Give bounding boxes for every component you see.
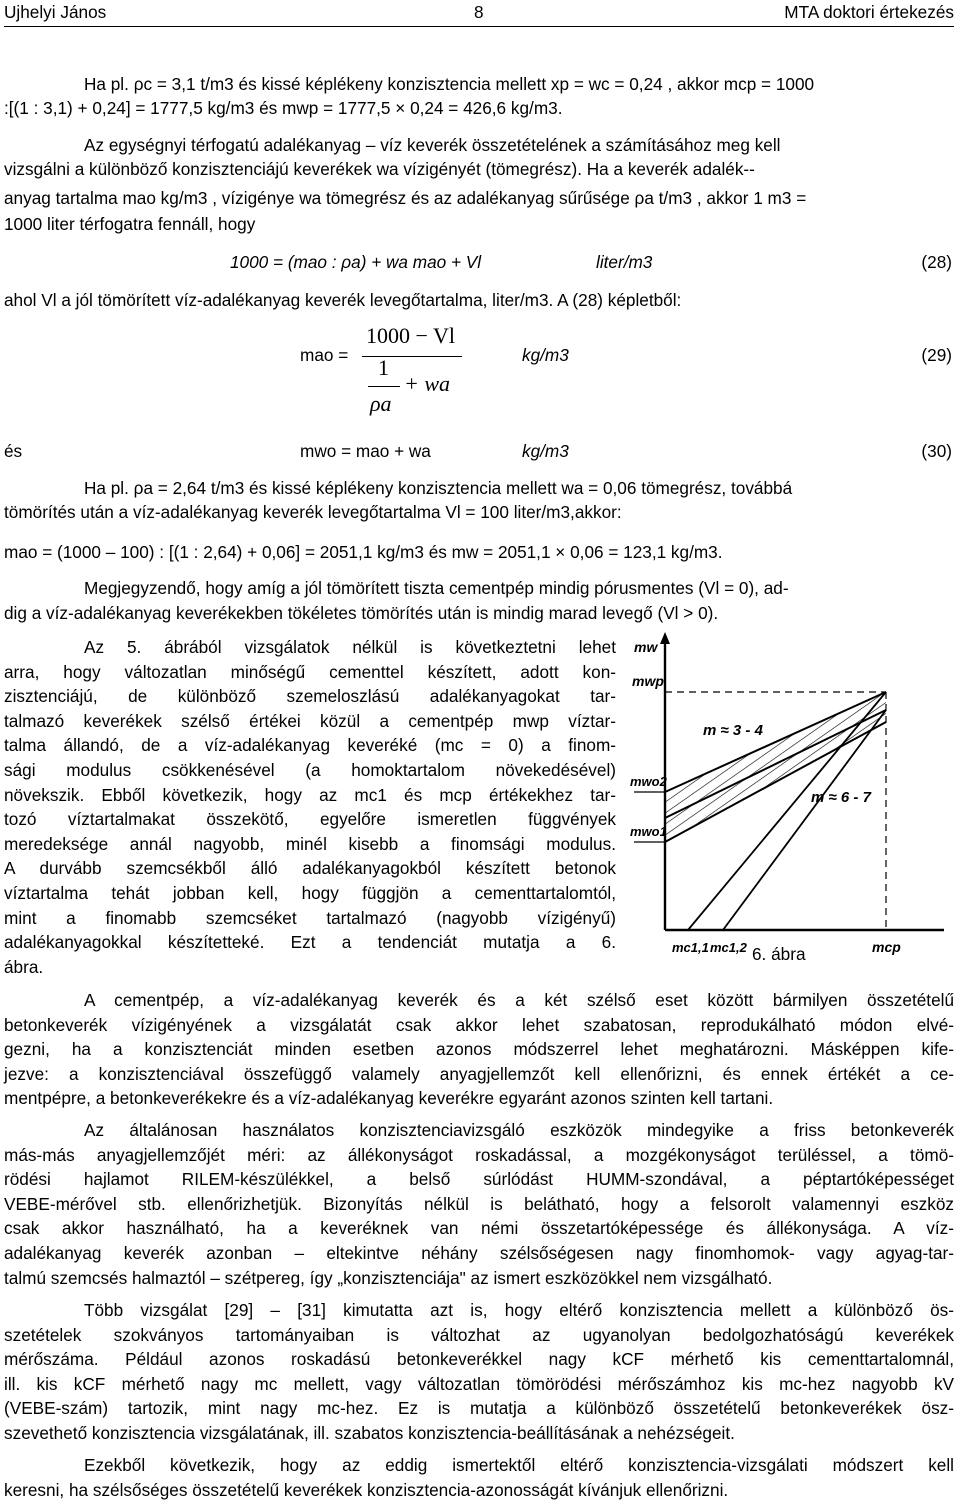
- p9-paragraph: [4, 1298, 954, 1446]
- p6-line-3: zisztenciájú, de különböző szemeloszlású adalékanyagokat tar-: [4, 686, 616, 707]
- p5-line-2: dig a víz-adalékanyag keverékekben tökéletes tömörítés után is mindig marad levegő (Vl > 0).: [4, 603, 719, 623]
- x-label-cp: mcp: [872, 939, 901, 955]
- p6-paragraph: [4, 635, 616, 979]
- p6-line-12: mint a finomabb szemcséket tartalmazó (nagyobb vízigényű): [4, 907, 616, 928]
- p6-line-9: meredeksége annál nagyobb, minél kisebb a finomsági modulus.: [4, 833, 616, 854]
- eq30-prefix: és: [4, 441, 23, 461]
- eq29-lhs: mao =: [300, 345, 349, 365]
- p9-line-1: Több vizsgálat [29] – [31] kimutatta azt is, hogy eltérő konzisztencia mellett a különböző ös-: [84, 1300, 954, 1320]
- eq29-inner-numerator: 1: [378, 355, 389, 380]
- eq30-number: (30): [921, 441, 952, 461]
- p8-line-2: más-más anyagjellemzőjét méri: az állékonyságot roskadással, a mozgékonyságot terüléssel, a tömö-: [4, 1144, 954, 1165]
- label-m-6-7: m ≈ 6 - 7: [811, 789, 871, 806]
- p3-line-1: ahol Vl a jól tömörített víz-adalékanyag keverék levegőtartalma, liter/m3. A (28) képletből:: [4, 290, 682, 310]
- header-page-number: 8: [474, 2, 484, 22]
- p8-line-1: Az általánosan használatos konzisztenciavizsgáló eszközök mindegyike a friss betonkeverék: [84, 1120, 954, 1140]
- p6-line-7: növekszik. Ebből következik, hogy az mc1 és mcp értékekhez tar-: [4, 784, 616, 805]
- p5-line-1: Megjegyzendő, hogy amíg a jól tömörített tiszta cementpép mindig pórusmentes (Vl = 0), ad-: [84, 578, 789, 598]
- p6-line-4: talmazó keverékek szélső értékei közül a cementpép mwp víztar-: [4, 710, 616, 731]
- eq29-numerator: 1000 − Vl: [366, 323, 456, 348]
- p6-line-8: tozó víztartalmakat összekötő, egyelőre ismeretlen függvények: [4, 809, 616, 830]
- p9-line-3: mérőszáma. Például azonos roskadású betonkeverékkel nagy kCF mérhető kis cementtartalomnál,: [4, 1349, 954, 1370]
- p7-paragraph: [4, 988, 954, 1111]
- p8-line-6: adalékanyag keverék azonban – eltekintve néhány szélsőségesen nagy finomhomok- vagy agyag-tar-: [4, 1242, 954, 1263]
- label-mwo2: mwo2: [630, 774, 667, 789]
- x-label-c1-1: mc1,1: [672, 940, 709, 955]
- p9-line-5: (VEBE-szám) tartozik, mint nagy mc-hez. Ez is mutatja a különböző összetételű betonkeverékek ösz-: [4, 1398, 954, 1419]
- p7-line-4: jezve: a konzisztenciával összefüggő valamely anyagjellemzőt kell ellenőrizni, és ennek értékét a ce-: [4, 1063, 954, 1084]
- p8-line-7: talmú szemcsés halmaztól – szétpereg, így „konzisztenciája" az ismert eszközökkel nem vizsgálható.: [4, 1267, 773, 1288]
- p9-line-2: szetételek szokványos tartományaiban is változhat az ugyanolyan bedolgozhatóságú keverékek: [4, 1324, 954, 1345]
- eq29-number: (29): [921, 345, 952, 365]
- eq28-number: (28): [921, 252, 952, 272]
- p10-paragraph: [4, 1453, 954, 1502]
- eq29-plus-wa: + wa: [404, 371, 451, 396]
- p7-line-1: A cementpép, a víz-adalékanyag keverék és a két szélső eset között bármilyen összetételű: [84, 990, 954, 1010]
- p9-line-6: szevethető konzisztencia vizsgálatának, ill. szabatos konzisztencia-beállításának a nehézségeit.: [4, 1422, 735, 1443]
- p6-line-13: adalékanyagokkal készítetteké. Ezt a tendenciát mutatja a 6.: [4, 932, 616, 953]
- p4-line-1: Ha pl. ρa = 2,64 t/m3 és kissé képlékeny konzisztencia mellett wa = 0,06 tömegrész, továbbá: [84, 478, 793, 498]
- p9-line-4: ill. kis kCF mérhető nagy mc mellett, vagy változatlan tömörödési mérőszámhoz kis mc-hez nagyobb kV: [4, 1373, 954, 1394]
- y-axis-label: mw: [634, 639, 658, 655]
- figure-6: [628, 630, 948, 960]
- p10-line-1: Ezekből következik, hogy az eddig ismertektől eltérő konzisztencia-vizsgálati módszert kell: [84, 1455, 954, 1475]
- eq29-unit: kg/m3: [522, 345, 569, 365]
- header-right: MTA doktori értekezés: [784, 2, 954, 22]
- p8-paragraph: [4, 1118, 954, 1290]
- p6-line-11: víztartalma tehát jobban kell, hogy függjön a cementtartalomtól,: [4, 882, 616, 903]
- p6-line-10: A durvább szemcsékből álló adalékanyagokból készített betonok: [4, 858, 616, 879]
- label-mwo1: mwo1: [630, 824, 667, 839]
- eq29-fraction-bar: [362, 356, 462, 357]
- eq29-inner-denominator: ρa: [370, 391, 392, 416]
- p10-line-2: keresni, ha szélsőséges összetételű keverékek konzisztencia-azonosságát kívánjuk ellenőrizni.: [4, 1479, 729, 1500]
- y-axis-arrow-icon: [660, 632, 670, 644]
- p4-line-3: mao = (1000 – 100) : [(1 : 2,64) + 0,06] = 2051,1 kg/m3 és mw = 2051,1 × 0,06 = 123,1 kg/m3.: [4, 542, 723, 562]
- p1-line-1: Ha pl. ρc = 3,1 t/m3 és kissé képlékeny konzisztencia mellett xp = wc = 0,24 , akkor mcp = 1000: [84, 74, 815, 94]
- p6-line-1: Az 5. ábrából vizsgálatok nélkül is következtetni lehet: [84, 637, 616, 657]
- x-label-c1-2: mc1,2: [710, 940, 747, 955]
- eq30-unit: kg/m3: [522, 441, 569, 461]
- eq28-unit: liter/m3: [596, 252, 653, 272]
- header-rule: [4, 26, 954, 27]
- eq29-inner-bar: [368, 386, 400, 387]
- p4-line-2: tömörítés után a víz-adalékanyag keverék levegőtartalma Vl = 100 liter/m3,akkor:: [4, 502, 622, 522]
- figure-caption: 6. ábra: [752, 944, 806, 964]
- p7-line-5: mentpépre, a betonkeverékekre és a víz-adalékanyag keverékre egyaránt azonos szinten kell tartani.: [4, 1088, 774, 1109]
- p6-line-14: ábra.: [4, 956, 44, 977]
- p6-line-6: sági modulus csökkenésével (a homoktartalom növekedésével): [4, 759, 616, 780]
- p6-line-2: arra, hogy változatlan minőségű cementtel készített, adott kon-: [4, 661, 616, 682]
- p6-line-5: talma állandó, de a víz-adalékanyag keveréké (mc = 0) a finom-: [4, 735, 616, 756]
- p7-line-3: gezni, ha a konzisztenciát minden esetben azonos módszerrel lehet meghatározni. Másképpen kife-: [4, 1039, 954, 1060]
- p1-line-2: :[(1 : 3,1) + 0,24] = 1777,5 kg/m3 és mwp = 1777,5 × 0,24 = 426,6 kg/m3.: [4, 98, 563, 118]
- p2-line-1: Az egységnyi térfogatú adalékanyag – víz keverék összetételének a számításához meg kell: [84, 135, 781, 155]
- p8-line-3: rödési hajlamot RILEM-készülékkel, a belső súrlódást HUMM-szondával, a péptartóképességet: [4, 1169, 954, 1190]
- p2-line-4: 1000 liter térfogatra fennáll, hogy: [4, 214, 256, 234]
- eq30-body: mwo = mao + wa: [300, 441, 431, 461]
- header-author: Ujhelyi János: [4, 2, 107, 22]
- p8-line-5: csak akkor használható, ha a keveréknek van némi összetartóképessége és állékonysága. A víz-: [4, 1218, 954, 1239]
- p7-line-2: betonkeverék vízigényének a vizsgálatát csak akkor lehet szabatosan, reprodukálható módon elvé-: [4, 1014, 954, 1035]
- eq28-body: 1000 = (mao : ρa) + wa mao + Vl: [230, 252, 482, 272]
- p8-line-4: VEBE-mérővel stb. ellenőrizhetjük. Bizonyítás nélkül is belátható, hogy a felsorolt valamennyi eszköz: [4, 1193, 954, 1214]
- p2-line-2: vizsgálni a különböző konzisztenciájú keverékek wa vízigényét (tömegrész). Ha a keverék adalék--: [4, 159, 755, 179]
- label-m-3-4: m ≈ 3 - 4: [703, 722, 763, 739]
- label-mwp: mwp: [632, 673, 664, 689]
- p2-line-3: anyag tartalma mao kg/m3 , vízigénye wa tömegrész és az adalékanyag sűrűsége ρa t/m3 , akkor 1 m3 =: [4, 188, 807, 208]
